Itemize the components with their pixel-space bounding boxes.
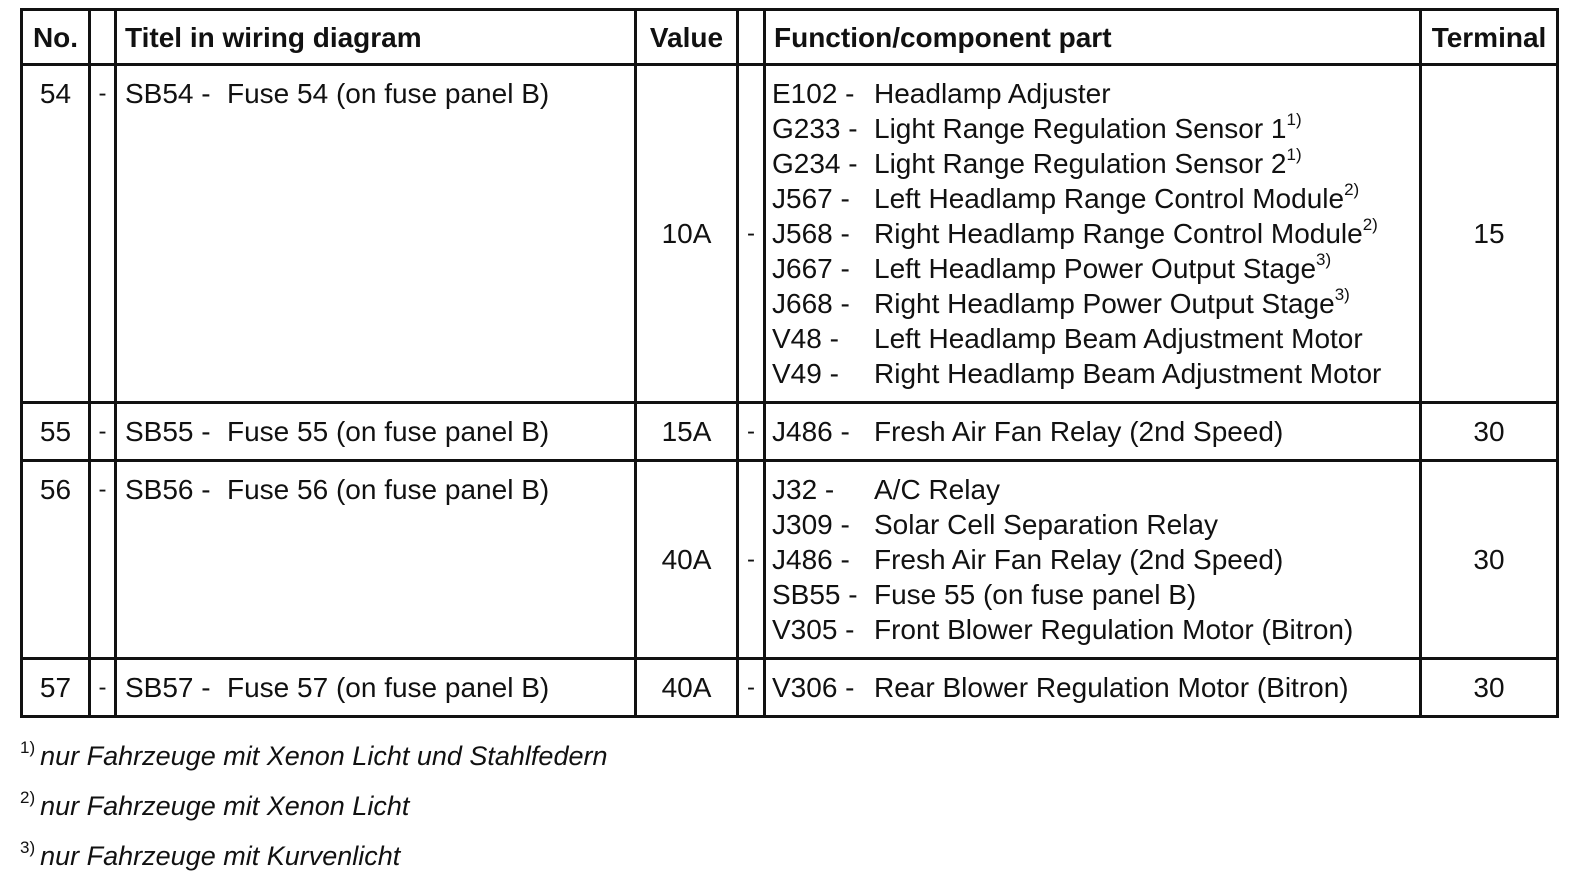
component-code: J667 -: [772, 253, 850, 284]
component-name: Left Headlamp Range Control Module: [874, 183, 1345, 214]
function-line: [772, 670, 1419, 705]
footnote: [20, 836, 607, 886]
row-terminal: 30: [1421, 461, 1558, 659]
title-code: SB54 -: [125, 78, 211, 109]
function-line: [772, 577, 1419, 612]
component-code: G234 -: [772, 148, 858, 179]
component-name: Left Headlamp Power Output Stage: [874, 253, 1317, 284]
table-row: [22, 403, 1558, 461]
component-code: V306 -: [772, 672, 855, 703]
row-value: 40A: [636, 659, 738, 717]
component-name: Right Headlamp Range Control Module: [874, 218, 1363, 249]
function-line: [772, 76, 1419, 111]
footnote-mark: 3): [20, 838, 36, 857]
component-name: Right Headlamp Beam Adjustment Motor: [874, 358, 1382, 389]
component-code: J309 -: [772, 509, 850, 540]
row-functions: [765, 659, 1421, 717]
row-terminal: 30: [1421, 403, 1558, 461]
row-dash: -: [738, 65, 765, 403]
row-number: 56: [22, 461, 90, 659]
component-code: E102 -: [772, 78, 855, 109]
component-name: Solar Cell Separation Relay: [874, 509, 1218, 540]
row-functions: [765, 403, 1421, 461]
row-terminal: 30: [1421, 659, 1558, 717]
row-functions: [765, 65, 1421, 403]
function-line: [772, 286, 1419, 321]
component-code: J32 -: [772, 474, 835, 505]
row-functions: [765, 461, 1421, 659]
row-dash: -: [738, 659, 765, 717]
component-code: G233 -: [772, 113, 858, 144]
title-description: Fuse 57 (on fuse panel B): [227, 672, 550, 703]
header-dash: [90, 10, 116, 65]
footnote-mark: 2): [20, 788, 36, 807]
component-name: Fresh Air Fan Relay (2nd Speed): [874, 416, 1284, 447]
row-dash: -: [738, 403, 765, 461]
component-code: V305 -: [772, 614, 855, 645]
component-code: V49 -: [772, 358, 839, 389]
component-name: A/C Relay: [874, 474, 1001, 505]
function-line: [772, 181, 1419, 216]
function-line: [772, 472, 1419, 507]
footnote-ref: 1): [1286, 109, 1302, 129]
component-code: J568 -: [772, 218, 850, 249]
header-no: No.: [22, 10, 90, 65]
row-value: 40A: [636, 461, 738, 659]
row-number: 54: [22, 65, 90, 403]
component-name: Fuse 55 (on fuse panel B): [874, 579, 1197, 610]
component-name: Light Range Regulation Sensor 2: [874, 148, 1287, 179]
row-value: 15A: [636, 403, 738, 461]
component-code: J486 -: [772, 544, 850, 575]
title-code: SB55 -: [125, 416, 211, 447]
row-number: 55: [22, 403, 90, 461]
component-name: Fresh Air Fan Relay (2nd Speed): [874, 544, 1284, 575]
footnote-text: nur Fahrzeuge mit Kurvenlicht: [40, 841, 401, 871]
function-line: [772, 216, 1419, 251]
function-line: [772, 356, 1419, 391]
row-title: [116, 659, 636, 717]
footnote: [20, 736, 607, 786]
table-body: [22, 65, 1558, 717]
component-name: Headlamp Adjuster: [874, 78, 1111, 109]
title-code: SB56 -: [125, 474, 211, 505]
function-line: [772, 146, 1419, 181]
row-title: [116, 403, 636, 461]
header-value: Value: [636, 10, 738, 65]
fuse-table: [20, 8, 1559, 718]
footnote-ref: 3): [1316, 249, 1332, 269]
table-row: [22, 659, 1558, 717]
footnote: [20, 786, 607, 836]
component-code: SB55 -: [772, 579, 858, 610]
row-title: [116, 65, 636, 403]
header-dash: [738, 10, 765, 65]
footnote-text: nur Fahrzeuge mit Xenon Licht und Stahlfedern: [40, 741, 608, 771]
component-name: Left Headlamp Beam Adjustment Motor: [874, 323, 1363, 354]
footnote-ref: 1): [1286, 144, 1302, 164]
row-dash: -: [90, 403, 116, 461]
table-row: [22, 461, 1558, 659]
footnote-ref: 2): [1362, 214, 1378, 234]
function-line: [772, 251, 1419, 286]
footnotes: [20, 736, 607, 886]
row-dash: -: [90, 659, 116, 717]
row-terminal: 15: [1421, 65, 1558, 403]
header-title: Titel in wiring diagram: [116, 10, 636, 65]
title-description: Fuse 56 (on fuse panel B): [227, 474, 550, 505]
header-function: Function/component part: [765, 10, 1421, 65]
function-line: [772, 414, 1419, 449]
row-dash: -: [738, 461, 765, 659]
component-code: J567 -: [772, 183, 850, 214]
component-name: Front Blower Regulation Motor (Bitron): [874, 614, 1354, 645]
component-name: Light Range Regulation Sensor 1: [874, 113, 1287, 144]
title-code: SB57 -: [125, 672, 211, 703]
component-code: J486 -: [772, 416, 850, 447]
function-line: [772, 111, 1419, 146]
function-line: [772, 612, 1419, 647]
footnote-ref: 3): [1334, 284, 1350, 304]
header-row: [22, 10, 1558, 65]
footnote-mark: 1): [20, 738, 36, 757]
footnote-text: nur Fahrzeuge mit Xenon Licht: [40, 791, 410, 821]
function-line: [772, 542, 1419, 577]
row-value: 10A: [636, 65, 738, 403]
component-code: V48 -: [772, 323, 839, 354]
function-line: [772, 321, 1419, 356]
component-code: J668 -: [772, 288, 850, 319]
title-description: Fuse 55 (on fuse panel B): [227, 416, 550, 447]
row-dash: -: [90, 461, 116, 659]
header-terminal: Terminal: [1421, 10, 1558, 65]
title-description: Fuse 54 (on fuse panel B): [227, 78, 550, 109]
function-line: [772, 507, 1419, 542]
table-row: [22, 65, 1558, 403]
row-number: 57: [22, 659, 90, 717]
row-dash: -: [90, 65, 116, 403]
row-title: [116, 461, 636, 659]
component-name: Right Headlamp Power Output Stage: [874, 288, 1335, 319]
footnote-ref: 2): [1344, 179, 1360, 199]
component-name: Rear Blower Regulation Motor (Bitron): [874, 672, 1349, 703]
